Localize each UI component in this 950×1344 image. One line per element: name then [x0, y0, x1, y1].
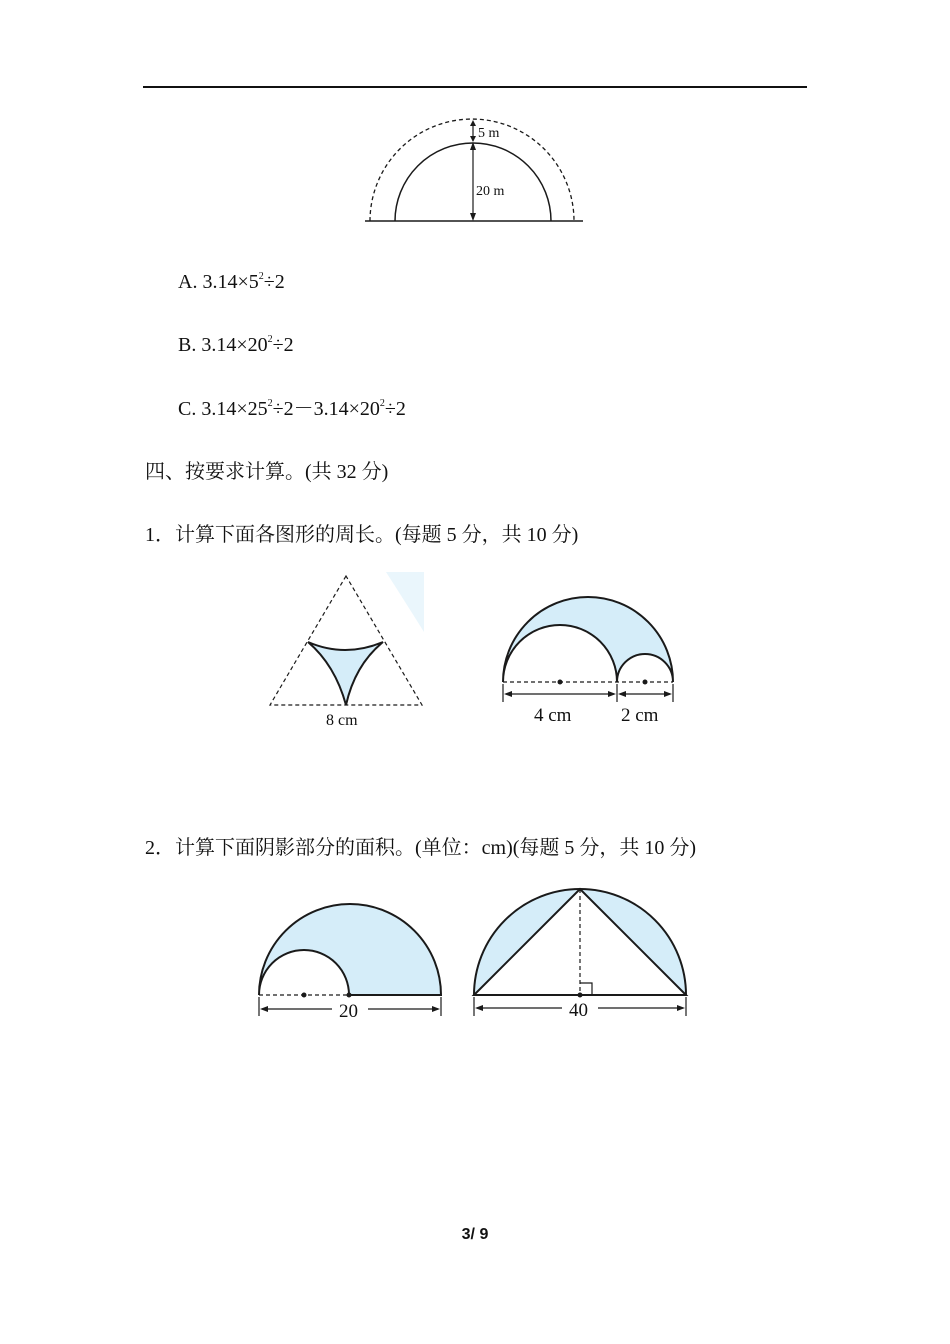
page-number: 3/ 9	[461, 1226, 489, 1243]
option-c: C. $3.14\times 25^2\div 2-3.14\times 20^2\div 2$	[178, 398, 406, 420]
label-2cm: 2 cm	[621, 705, 659, 726]
option-letter: B.	[178, 334, 197, 356]
option-letter: C.	[178, 398, 197, 420]
section-heading: 四、按要求计算。(共 32 分)	[145, 461, 389, 483]
triangle-label: 8 cm	[326, 712, 358, 729]
option-a: A. $3.14\times 5^2\div 2$	[178, 271, 285, 293]
label-20: 20	[339, 1001, 358, 1022]
center-dot	[578, 993, 583, 998]
option-letter: A.	[178, 271, 198, 293]
label-4cm: 4 cm	[534, 705, 572, 726]
question-1: 1．计算下面各图形的周长。(每题 5 分，共 10 分)	[145, 524, 579, 546]
question-2: 2．计算下面阴影部分的面积。(单位：cm)(每题 5 分，共 10 分)	[145, 837, 697, 859]
label-40: 40	[569, 1000, 588, 1021]
track-height-label: 20 m	[476, 184, 505, 199]
option-b: B. $3.14\times 20^2\div 2$	[178, 334, 294, 356]
track-top-label: 5 m	[478, 126, 500, 141]
